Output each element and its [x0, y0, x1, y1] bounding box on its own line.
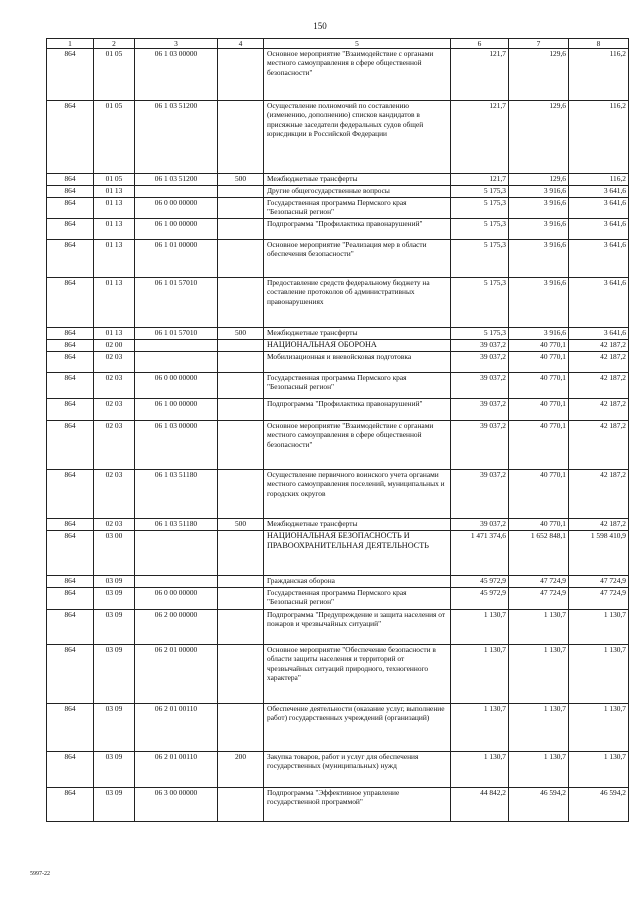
section-code-cell: 03 00: [94, 531, 135, 576]
item-name-cell: Межбюджетные трансферты: [264, 519, 451, 531]
amount-year3-cell: 42 187,2: [569, 519, 629, 531]
amount-year3-cell: 47 724,9: [569, 576, 629, 588]
table-row: [47, 421, 629, 470]
table-row: [47, 588, 629, 610]
item-name-cell: Подпрограмма "Эффективное управление государственной программой": [264, 788, 451, 822]
budget-table: [46, 38, 629, 822]
target-article-cell: [135, 352, 218, 373]
amount-year3-cell: 116,2: [569, 101, 629, 174]
amount-year3-cell: 1 130,7: [569, 610, 629, 645]
table-row: [47, 704, 629, 752]
admin-code-cell: 864: [47, 399, 94, 421]
amount-year2-cell: 40 770,1: [509, 470, 569, 519]
admin-code-cell: 864: [47, 278, 94, 328]
amount-year2-cell: 40 770,1: [509, 421, 569, 470]
amount-year2-cell: 129,6: [509, 49, 569, 101]
expense-type-cell: [218, 219, 264, 240]
amount-year1-cell: 39 037,2: [451, 373, 509, 399]
admin-code-cell: 864: [47, 352, 94, 373]
amount-year1-cell: 39 037,2: [451, 340, 509, 352]
expense-type-cell: [218, 704, 264, 752]
amount-year3-cell: 42 187,2: [569, 352, 629, 373]
amount-year3-cell: 3 641,6: [569, 198, 629, 219]
amount-year1-cell: 1 130,7: [451, 645, 509, 704]
admin-code-cell: 864: [47, 519, 94, 531]
table-row: [47, 352, 629, 373]
column-header: 4: [218, 39, 264, 49]
target-article-cell: [135, 531, 218, 576]
target-article-cell: 06 1 01 57010: [135, 278, 218, 328]
expense-type-cell: [218, 49, 264, 101]
expense-type-cell: [218, 576, 264, 588]
amount-year1-cell: 5 175,3: [451, 240, 509, 278]
item-name-cell: Основное мероприятие "Реализация мер в области обеспечения безопасности": [264, 240, 451, 278]
amount-year2-cell: 40 770,1: [509, 519, 569, 531]
item-name-cell: Закупка товаров, работ и услуг для обеспечения государственных (муниципальных) нужд: [264, 752, 451, 788]
amount-year2-cell: 129,6: [509, 174, 569, 186]
table-row: [47, 49, 629, 101]
target-article-cell: [135, 340, 218, 352]
amount-year2-cell: 3 916,6: [509, 198, 569, 219]
section-code-cell: 01 13: [94, 198, 135, 219]
section-code-cell: 03 09: [94, 576, 135, 588]
amount-year2-cell: 40 770,1: [509, 352, 569, 373]
column-number-row: [47, 39, 629, 49]
admin-code-cell: 864: [47, 186, 94, 198]
item-name-cell: Государственная программа Пермского края "Безопасный регион": [264, 588, 451, 610]
expense-type-cell: [218, 531, 264, 576]
admin-code-cell: 864: [47, 610, 94, 645]
section-code-cell: 03 09: [94, 704, 135, 752]
table-row: [47, 373, 629, 399]
amount-year2-cell: 3 916,6: [509, 240, 569, 278]
target-article-cell: 06 1 03 51200: [135, 101, 218, 174]
amount-year2-cell: 1 130,7: [509, 645, 569, 704]
amount-year2-cell: 1 130,7: [509, 752, 569, 788]
table-row: [47, 219, 629, 240]
amount-year3-cell: 42 187,2: [569, 421, 629, 470]
admin-code-cell: 864: [47, 101, 94, 174]
target-article-cell: 06 0 00 00000: [135, 198, 218, 219]
admin-code-cell: 864: [47, 704, 94, 752]
item-name-cell: НАЦИОНАЛЬНАЯ БЕЗОПАСНОСТЬ И ПРАВООХРАНИТЕЛЬНАЯ ДЕЯТЕЛЬНОСТЬ: [264, 531, 451, 576]
target-article-cell: 06 2 00 00000: [135, 610, 218, 645]
amount-year1-cell: 5 175,3: [451, 198, 509, 219]
expense-type-cell: 200: [218, 752, 264, 788]
target-article-cell: 06 1 01 00000: [135, 240, 218, 278]
section-code-cell: 01 05: [94, 49, 135, 101]
admin-code-cell: 864: [47, 340, 94, 352]
section-code-cell: 02 03: [94, 470, 135, 519]
admin-code-cell: 864: [47, 752, 94, 788]
expense-type-cell: 500: [218, 519, 264, 531]
item-name-cell: Обеспечение деятельности (оказание услуг, выполнение работ) государственных учреждений (организаций): [264, 704, 451, 752]
section-code-cell: 02 03: [94, 519, 135, 531]
expense-type-cell: 500: [218, 328, 264, 340]
amount-year3-cell: 1 130,7: [569, 704, 629, 752]
amount-year2-cell: 40 770,1: [509, 373, 569, 399]
admin-code-cell: 864: [47, 49, 94, 101]
section-code-cell: 03 09: [94, 588, 135, 610]
section-code-cell: 02 03: [94, 399, 135, 421]
column-header: 7: [509, 39, 569, 49]
table-row: [47, 788, 629, 822]
table-row: [47, 399, 629, 421]
admin-code-cell: 864: [47, 588, 94, 610]
section-code-cell: 02 03: [94, 421, 135, 470]
column-header: 1: [47, 39, 94, 49]
amount-year1-cell: 5 175,3: [451, 328, 509, 340]
section-code-cell: 02 03: [94, 373, 135, 399]
amount-year3-cell: 1 598 410,9: [569, 531, 629, 576]
table-row: [47, 519, 629, 531]
item-name-cell: Мобилизационная и вневойсковая подготовка: [264, 352, 451, 373]
amount-year3-cell: 42 187,2: [569, 470, 629, 519]
target-article-cell: 06 1 03 51200: [135, 174, 218, 186]
admin-code-cell: 864: [47, 576, 94, 588]
amount-year2-cell: 1 130,7: [509, 704, 569, 752]
section-code-cell: 02 03: [94, 352, 135, 373]
amount-year2-cell: 3 916,6: [509, 278, 569, 328]
admin-code-cell: 864: [47, 531, 94, 576]
item-name-cell: Основное мероприятие "Обеспечение безопасности в области защиты населения и территорий от чрезвычайных ситуаций природного, техногенного характера": [264, 645, 451, 704]
admin-code-cell: 864: [47, 788, 94, 822]
amount-year1-cell: 1 130,7: [451, 704, 509, 752]
expense-type-cell: [218, 186, 264, 198]
target-article-cell: 06 1 00 00000: [135, 219, 218, 240]
table-body: [47, 49, 629, 822]
expense-type-cell: 500: [218, 174, 264, 186]
amount-year2-cell: 3 916,6: [509, 186, 569, 198]
item-name-cell: Основное мероприятие "Взаимодействие с органами местного самоуправления в сфере общественной безопасности": [264, 49, 451, 101]
item-name-cell: Гражданская оборона: [264, 576, 451, 588]
amount-year1-cell: 121,7: [451, 49, 509, 101]
target-article-cell: 06 1 00 00000: [135, 399, 218, 421]
item-name-cell: Другие общегосударственные вопросы: [264, 186, 451, 198]
amount-year3-cell: 47 724,9: [569, 588, 629, 610]
table-row: [47, 340, 629, 352]
amount-year3-cell: 46 594,2: [569, 788, 629, 822]
amount-year2-cell: 40 770,1: [509, 340, 569, 352]
amount-year1-cell: 45 972,9: [451, 576, 509, 588]
expense-type-cell: [218, 399, 264, 421]
amount-year1-cell: 121,7: [451, 101, 509, 174]
table-row: [47, 101, 629, 174]
amount-year1-cell: 121,7: [451, 174, 509, 186]
column-header: 2: [94, 39, 135, 49]
expense-type-cell: [218, 373, 264, 399]
amount-year3-cell: 3 641,6: [569, 219, 629, 240]
item-name-cell: Государственная программа Пермского края "Безопасный регион": [264, 198, 451, 219]
expense-type-cell: [218, 788, 264, 822]
target-article-cell: 06 3 00 00000: [135, 788, 218, 822]
footer-code: 5997-22: [30, 871, 50, 877]
target-article-cell: 06 2 01 00000: [135, 645, 218, 704]
amount-year2-cell: 47 724,9: [509, 576, 569, 588]
amount-year1-cell: 39 037,2: [451, 519, 509, 531]
amount-year3-cell: 1 130,7: [569, 752, 629, 788]
table-row: [47, 470, 629, 519]
table-row: [47, 752, 629, 788]
page-number: 150: [313, 21, 327, 31]
admin-code-cell: 864: [47, 174, 94, 186]
item-name-cell: Межбюджетные трансферты: [264, 328, 451, 340]
target-article-cell: 06 1 01 57010: [135, 328, 218, 340]
table-row: [47, 240, 629, 278]
amount-year2-cell: 1 652 848,1: [509, 531, 569, 576]
item-name-cell: Предоставление средств федеральному бюджету на составление протоколов об административных правонарушениях: [264, 278, 451, 328]
expense-type-cell: [218, 101, 264, 174]
table-row: [47, 645, 629, 704]
expense-type-cell: [218, 340, 264, 352]
section-code-cell: 01 13: [94, 328, 135, 340]
target-article-cell: 06 1 03 00000: [135, 421, 218, 470]
amount-year2-cell: 3 916,6: [509, 328, 569, 340]
section-code-cell: 01 13: [94, 278, 135, 328]
table-row: [47, 198, 629, 219]
admin-code-cell: 864: [47, 328, 94, 340]
amount-year2-cell: 46 594,2: [509, 788, 569, 822]
column-header: 5: [264, 39, 451, 49]
column-header: 6: [451, 39, 509, 49]
amount-year3-cell: 42 187,2: [569, 373, 629, 399]
target-article-cell: [135, 186, 218, 198]
item-name-cell: Подпрограмма "Профилактика правонарушений": [264, 399, 451, 421]
expense-type-cell: [218, 610, 264, 645]
amount-year1-cell: 5 175,3: [451, 186, 509, 198]
section-code-cell: 01 13: [94, 219, 135, 240]
table-row: [47, 174, 629, 186]
expense-type-cell: [218, 588, 264, 610]
expense-type-cell: [218, 352, 264, 373]
amount-year1-cell: 39 037,2: [451, 352, 509, 373]
target-article-cell: 06 1 03 51180: [135, 519, 218, 531]
target-article-cell: 06 2 01 00110: [135, 752, 218, 788]
item-name-cell: НАЦИОНАЛЬНАЯ ОБОРОНА: [264, 340, 451, 352]
admin-code-cell: 864: [47, 373, 94, 399]
expense-type-cell: [218, 198, 264, 219]
amount-year1-cell: 39 037,2: [451, 470, 509, 519]
amount-year2-cell: 40 770,1: [509, 399, 569, 421]
amount-year3-cell: 42 187,2: [569, 340, 629, 352]
amount-year1-cell: 5 175,3: [451, 219, 509, 240]
column-header: 3: [135, 39, 218, 49]
section-code-cell: 01 13: [94, 240, 135, 278]
amount-year2-cell: 129,6: [509, 101, 569, 174]
amount-year1-cell: 5 175,3: [451, 278, 509, 328]
item-name-cell: Государственная программа Пермского края "Безопасный регион": [264, 373, 451, 399]
admin-code-cell: 864: [47, 645, 94, 704]
expense-type-cell: [218, 240, 264, 278]
table-row: [47, 531, 629, 576]
item-name-cell: Межбюджетные трансферты: [264, 174, 451, 186]
target-article-cell: 06 1 03 00000: [135, 49, 218, 101]
amount-year1-cell: 1 130,7: [451, 610, 509, 645]
amount-year3-cell: 3 641,6: [569, 278, 629, 328]
admin-code-cell: 864: [47, 198, 94, 219]
target-article-cell: 06 0 00 00000: [135, 588, 218, 610]
amount-year1-cell: 45 972,9: [451, 588, 509, 610]
item-name-cell: Основное мероприятие "Взаимодействие с органами местного самоуправления в сфере общественной безопасности": [264, 421, 451, 470]
column-header: 8: [569, 39, 629, 49]
expense-type-cell: [218, 645, 264, 704]
amount-year1-cell: 1 471 374,6: [451, 531, 509, 576]
item-name-cell: Подпрограмма "Профилактика правонарушений": [264, 219, 451, 240]
item-name-cell: Осуществление первичного воинского учета органами местного самоуправления поселений, муниципальных и городских округов: [264, 470, 451, 519]
expense-type-cell: [218, 278, 264, 328]
target-article-cell: 06 0 00 00000: [135, 373, 218, 399]
amount-year1-cell: 39 037,2: [451, 399, 509, 421]
table-row: [47, 186, 629, 198]
table-row: [47, 278, 629, 328]
expense-type-cell: [218, 470, 264, 519]
table-row: [47, 576, 629, 588]
amount-year3-cell: 1 130,7: [569, 645, 629, 704]
admin-code-cell: 864: [47, 240, 94, 278]
section-code-cell: 01 05: [94, 174, 135, 186]
item-name-cell: Подпрограмма "Предупреждение и защита населения от пожаров и чрезвычайных ситуаций": [264, 610, 451, 645]
target-article-cell: 06 1 03 51180: [135, 470, 218, 519]
amount-year3-cell: 116,2: [569, 174, 629, 186]
target-article-cell: [135, 576, 218, 588]
section-code-cell: 01 05: [94, 101, 135, 174]
section-code-cell: 03 09: [94, 610, 135, 645]
section-code-cell: 02 00: [94, 340, 135, 352]
amount-year2-cell: 47 724,9: [509, 588, 569, 610]
target-article-cell: 06 2 01 00110: [135, 704, 218, 752]
amount-year1-cell: 39 037,2: [451, 421, 509, 470]
table-row: [47, 610, 629, 645]
admin-code-cell: 864: [47, 219, 94, 240]
section-code-cell: 03 09: [94, 645, 135, 704]
amount-year3-cell: 42 187,2: [569, 399, 629, 421]
table-row: [47, 328, 629, 340]
amount-year3-cell: 3 641,6: [569, 328, 629, 340]
amount-year2-cell: 1 130,7: [509, 610, 569, 645]
amount-year2-cell: 3 916,6: [509, 219, 569, 240]
admin-code-cell: 864: [47, 470, 94, 519]
expense-type-cell: [218, 421, 264, 470]
amount-year3-cell: 116,2: [569, 49, 629, 101]
section-code-cell: 03 09: [94, 788, 135, 822]
amount-year3-cell: 3 641,6: [569, 186, 629, 198]
amount-year3-cell: 3 641,6: [569, 240, 629, 278]
item-name-cell: Осуществление полномочий по составлению (изменению, дополнению) списков кандидатов в присяжные заседатели федеральных судов общей юрисдикции в Российской Федерации: [264, 101, 451, 174]
amount-year1-cell: 1 130,7: [451, 752, 509, 788]
section-code-cell: 01 13: [94, 186, 135, 198]
section-code-cell: 03 09: [94, 752, 135, 788]
amount-year1-cell: 44 842,2: [451, 788, 509, 822]
admin-code-cell: 864: [47, 421, 94, 470]
